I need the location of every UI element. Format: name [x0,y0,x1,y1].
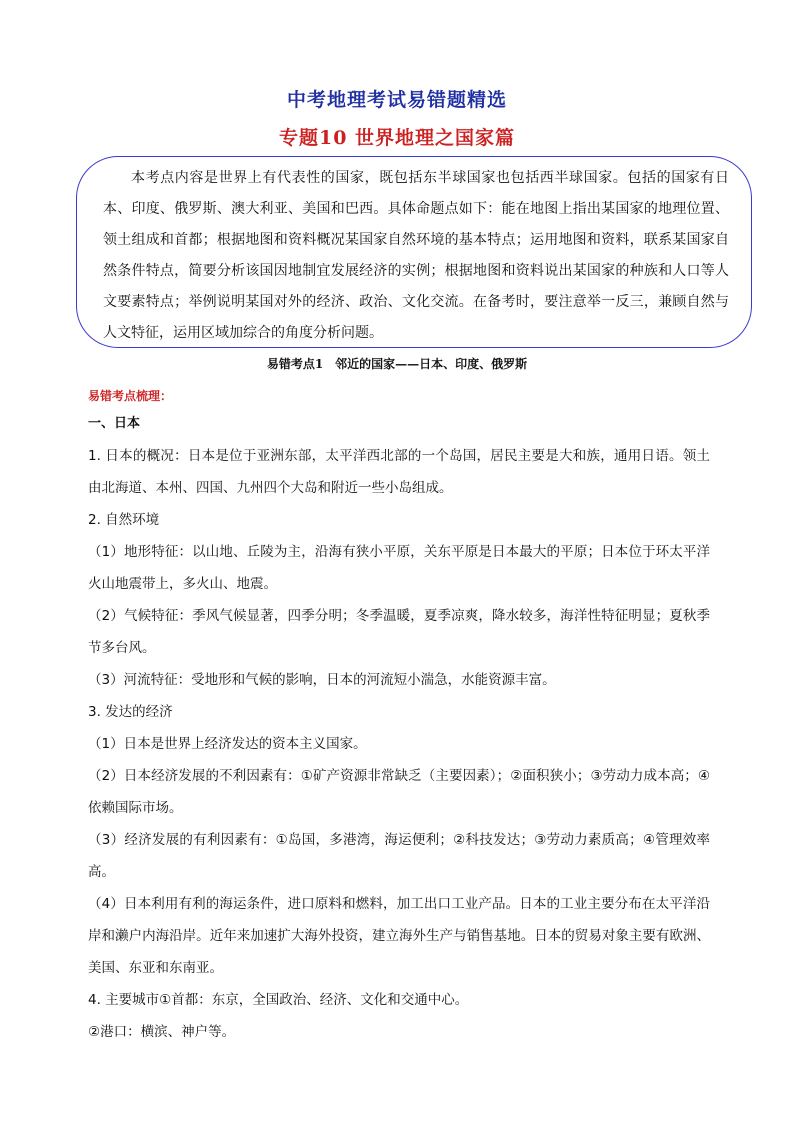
paragraph: ②港口：横滨、神户等。 [88,1024,236,1040]
intro-paragraph: 本考点内容是世界上有代表性的国家，既包括东半球国家也包括西半球国家。包括的国家有日本、印度、俄罗斯、澳大利亚、美国和巴西。具体命题点如下：能在地图上指出某国家的地理位置、领土组成和首都；根据地图和资料概况某国家自然环境的基本特点；运用地图和资料，联系某国家自然条件特点，简要分析该国因地制宜发展经济的实例；根据地图和资料说出某国家的种族和人口等人文要素特点；举例说明某国对外的经济、政治、文化交流。在备考时，要注意举一反三，兼顾自然与人文特征，运用区域加综合的角度分析问题。 [103,170,729,341]
paragraph: （1）日本是世界上经济发达的资本主义国家。 [88,736,367,752]
paragraph: （3）河流特征：受地形和气候的影响，日本的河流短小湍急，水能资源丰富。 [88,672,556,688]
body-content [88,410,710,1048]
review-label: 易错考点梳理： [88,389,173,403]
paragraph: （4）日本利用有利的海运条件，进口原料和燃料，加工出口工业产品。日本的工业主要分布在太平洋沿岸和濑户内海沿岸。近年来加速扩大海外投资，建立海外生产与销售基地。日本的贸易对象主要有欧洲、美国、东亚和东南亚。 [88,896,710,976]
part-heading: 一、日本 [88,416,141,431]
intro-box [76,156,752,348]
paragraph: 1. 日本的概况：日本是位于亚洲东部，太平洋西北部的一个岛国，居民主要是大和族，通用日语。领土由北海道、本州、四国、九州四个大岛和附近一些小岛组成。 [88,448,710,496]
topic-title: 专题10 世界地理之国家篇 [278,127,516,149]
paragraph: （1）地形特征：以山地、丘陵为主，沿海有狭小平原，关东平原是日本最大的平原；日本位于环太平洋火山地震带上，多火山、地震。 [88,544,710,592]
paragraph: （2）日本经济发展的不利因素有：①矿产资源非常缺乏（主要因素）；②面积狭小；③劳动力成本高；④依赖国际市场。 [88,768,710,816]
document-title: 中考地理考试易错题精选 [286,89,507,111]
paragraph: （2）气候特征：季风气候显著，四季分明；冬季温暖，夏季凉爽，降水较多，海洋性特征明显；夏秋季节多台风。 [88,608,710,656]
paragraph: 3. 发达的经济 [88,704,173,720]
section-heading: 易错考点1 邻近的国家——日本、印度、俄罗斯 [266,357,528,371]
paragraph: 4. 主要城市①首都：东京，全国政治、经济、文化和交通中心。 [88,992,469,1008]
paragraph: （3）经济发展的有利因素有：①岛国，多港湾，海运便利；②科技发达；③劳动力素质高；④管理效率高。 [88,832,710,880]
paragraph: 2. 自然环境 [88,512,160,528]
